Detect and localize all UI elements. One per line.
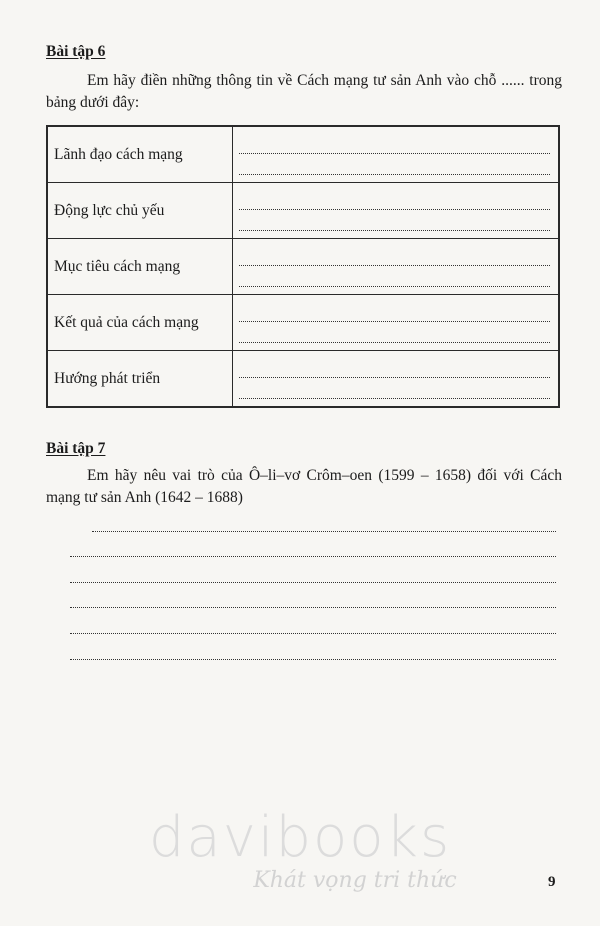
answer-blank[interactable] [233, 183, 560, 239]
table-row [47, 183, 559, 239]
exercise-7-prompt [46, 465, 562, 509]
table-row [47, 239, 559, 295]
answer-blank[interactable] [233, 295, 560, 351]
dotted-line [239, 303, 550, 322]
exercise-7-heading: Bài tập 7 [46, 440, 106, 457]
dotted-line [239, 324, 550, 343]
watermark-brand: davibooks [148, 805, 452, 870]
table-row [47, 126, 559, 183]
dotted-line [239, 191, 550, 210]
row-label: Động lực chủ yếu [47, 183, 233, 239]
dotted-line [239, 247, 550, 266]
revolution-info-table [46, 125, 560, 408]
dotted-line [92, 506, 556, 532]
answer-blank[interactable] [233, 239, 560, 295]
dotted-line [239, 156, 550, 175]
exercise-6-prompt-text: Em hãy điền những thông tin về Cách mạng tư sản Anh vào chỗ ...... trong bảng dưới đây: [46, 72, 562, 111]
answer-blank[interactable] [233, 351, 560, 408]
row-label: Lãnh đạo cách mạng [47, 126, 233, 183]
exercise-6-prompt [46, 70, 562, 114]
dotted-line [70, 634, 556, 660]
row-label: Mục tiêu cách mạng [47, 239, 233, 295]
answer-lines[interactable] [70, 506, 556, 660]
dotted-line [239, 212, 550, 231]
table-row [47, 295, 559, 351]
dotted-line [70, 532, 556, 558]
row-label: Hướng phát triển [47, 351, 233, 408]
dotted-line [239, 359, 550, 378]
dotted-line [70, 557, 556, 583]
dotted-line [239, 380, 550, 399]
exercise-7-prompt-text: Em hãy nêu vai trò của Ô–li–vơ Crôm–oen (1599 – 1658) đối với Cách mạng tư sản Anh (1642 – 1688) [46, 467, 562, 506]
dotted-line [70, 608, 556, 634]
dotted-line [239, 135, 550, 154]
exercise-6-heading: Bài tập 6 [46, 43, 106, 60]
page-number: 9 [548, 874, 556, 890]
dotted-line [70, 583, 556, 609]
publisher-watermark [0, 805, 600, 894]
table-row [47, 351, 559, 408]
watermark-slogan: Khát vọng tri thức [253, 868, 457, 893]
dotted-line [239, 268, 550, 287]
answer-blank[interactable] [233, 126, 560, 183]
row-label: Kết quả của cách mạng [47, 295, 233, 351]
